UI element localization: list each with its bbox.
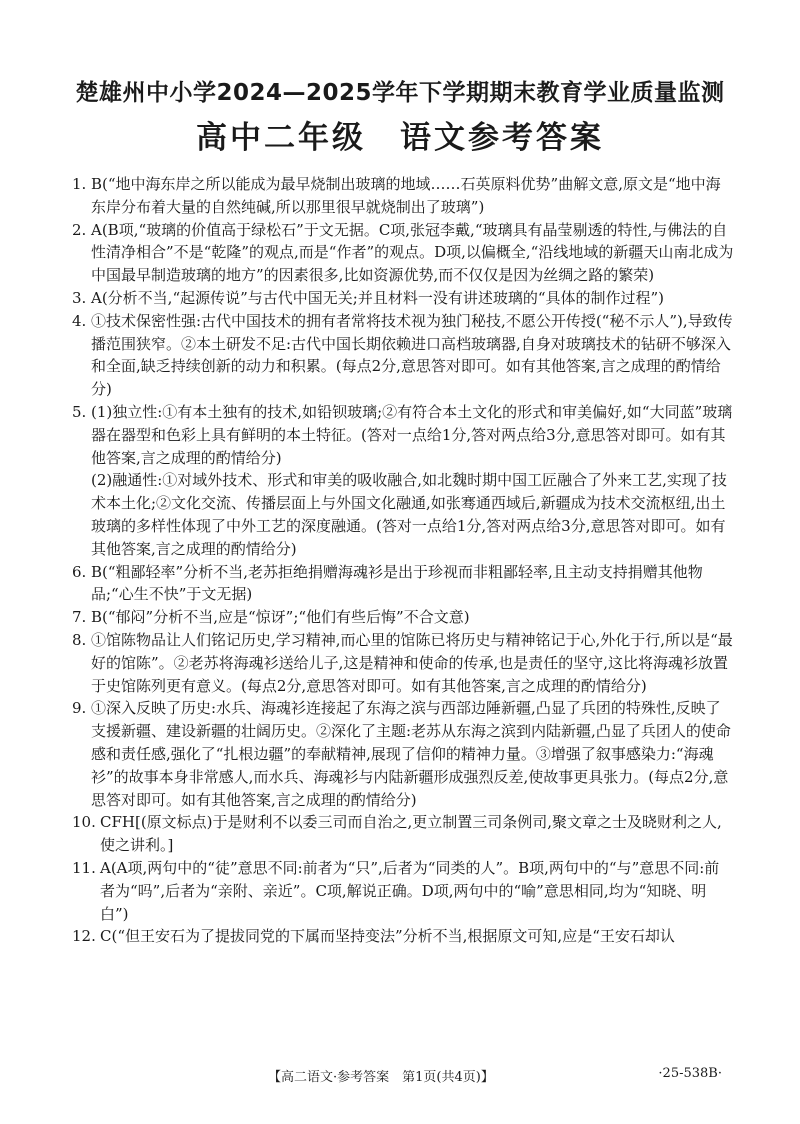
item-text-part2: (2)融通性:①对域外技术、形式和审美的吸收融合,如北魏时期中国工匠融合了外来工艺,实现了技术本土化;②文化交流、传播层面上与外国文化融通,如张骞通西域后,新疆成为技术交流枢纽,出土玻璃的多样性体现了中外工艺的深度融通。(答对一点给1分,答对两点给3分,意思答对即可。如有其他答案,言之成理的酌情给分) bbox=[91, 471, 727, 558]
answer-item-9 bbox=[72, 697, 734, 811]
item-number: 8. bbox=[72, 630, 87, 649]
answer-item-5 bbox=[72, 401, 734, 561]
item-text: A(分析不当,“起源传说”与古代中国无关;并且材料一没有讲述玻璃的“具体的制作过程”) bbox=[91, 288, 665, 307]
item-text: A(B项,“玻璃的价值高于绿松石”于文无据。C项,张冠李戴,“玻璃具有晶莹剔透的特性,与佛法的自性清净相合”不是“乾隆”的观点,而是“作者”的观点。D项,以偏概全,“沿线地域的新疆天山南北成为中国最早制造玻璃的地方”的因素很多,比如资源优势,而不仅仅是因为丝绸之路的繁荣) bbox=[91, 220, 734, 285]
item-text: A(A项,两句中的“徒”意思不同:前者为“只”,后者为“同类的人”。B项,两句中的“与”意思不同:前者为“吗”,后者为“亲附、亲近”。C项,解说正确。D项,两句中的“喻”意思相同,均为“知晓、明白”) bbox=[100, 858, 720, 923]
page-footer bbox=[0, 1066, 800, 1086]
item-number: 7. bbox=[72, 608, 87, 627]
item-number: 6. bbox=[72, 562, 87, 581]
item-text: ①深入反映了历史:水兵、海魂衫连接起了东海之滨与西部边陲新疆,凸显了兵团的特殊性,反映了支援新疆、建设新疆的壮阔历史。②深化了主题:老苏从东海之滨到内陆新疆,凸显了兵团人的使命感和责任感,强化了“扎根边疆”的奉献精神,展现了信仰的精神力量。③增强了叙事感染力:“海魂衫”的故事本身非常感人,而水兵、海魂衫与内陆新疆形成强烈反差,使故事更具张力。(每点2分,意思答对即可。如有其他答案,言之成理的酌情给分) bbox=[91, 699, 731, 809]
item-number: 3. bbox=[72, 288, 87, 307]
answer-item-4 bbox=[72, 310, 734, 401]
item-text: C(“但王安石为了提拔同党的下属而坚持变法”分析不当,根据原文可知,应是“王安石却认 bbox=[100, 927, 675, 946]
exam-title: 楚雄州中小学2024—2025学年下学期期末教育学业质量监测 bbox=[75, 80, 725, 106]
item-number: 4. bbox=[72, 311, 87, 330]
answer-item-8 bbox=[72, 629, 734, 697]
item-text: B(“粗鄙轻率”分析不当,老苏拒绝捐赠海魂衫是出于珍视而非粗鄙轻率,且主动支持捐赠其他物品;“心生不快”于文无据) bbox=[91, 562, 703, 604]
answer-item-2 bbox=[72, 219, 734, 287]
item-text: ①技术保密性强:古代中国技术的拥有者常将技术视为独门秘技,不愿公开传授(“秘不示人”),导致传播范围狭窄。②本土研发不足:古代中国长期依赖进口高档玻璃器,自身对玻璃技术的钻研不够深入和全面,缺乏持续创新的动力和积累。(每点2分,意思答对即可。如有其他答案,言之成理的酌情给分) bbox=[91, 311, 733, 399]
answer-item-10 bbox=[72, 811, 734, 857]
footer-paper-code: ·25-538B· bbox=[658, 1066, 722, 1081]
item-number: 5. bbox=[72, 402, 87, 421]
answer-item-11 bbox=[72, 857, 734, 925]
item-number: 10. bbox=[72, 813, 96, 832]
answer-item-1 bbox=[72, 173, 734, 219]
item-number: 12. bbox=[72, 927, 96, 946]
answer-list bbox=[72, 173, 734, 948]
answer-item-12 bbox=[72, 925, 734, 948]
item-number: 9. bbox=[72, 699, 87, 718]
item-text: B(“地中海东岸之所以能成为最早烧制出玻璃的地域……石英原料优势”曲解文意,原文是“地中海东岸分布着大量的自然纯碱,所以那里很早就烧制出了玻璃”) bbox=[91, 175, 721, 216]
item-text: CFH[(原文标点)于是财利不以委三司而自治之,更立制置三司条例司,聚文章之士及晓财利之人,使之讲利。] bbox=[100, 813, 722, 855]
answer-item-6 bbox=[72, 561, 734, 607]
answer-item-3 bbox=[72, 287, 734, 310]
item-number: 11. bbox=[72, 858, 96, 877]
answer-item-7 bbox=[72, 606, 734, 629]
item-number: 2. bbox=[72, 220, 87, 239]
item-number: 1. bbox=[72, 175, 87, 193]
answer-key-title: 高中二年级 语文参考答案 bbox=[196, 120, 604, 156]
footer-page-info: 【高二语文·参考答案 第1页(共4页)】 bbox=[268, 1070, 494, 1085]
item-text-part1: (1)独立性:①有本土独有的技术,如铅钡玻璃;②有符合本土文化的形式和审美偏好,如“大同蓝”玻璃器在器型和色彩上具有鲜明的本土特征。(答对一点给1分,答对两点给3分,意思答对即可。如有其他答案,言之成理的酌情给分) bbox=[91, 402, 733, 467]
item-text: ①馆陈物品让人们铭记历史,学习精神,而心里的馆陈已将历史与精神铭记于心,外化于行,所以是“最好的馆陈”。②老苏将海魂衫送给儿子,这是精神和使命的传承,也是责任的坚守,这比将海魂衫放置于史馆陈列更有意义。(每点2分,意思答对即可。如有其他答案,言之成理的酌情给分) bbox=[91, 630, 733, 695]
item-text: B(“郁闷”分析不当,应是“惊讶”;“他们有些后悔”不合文意) bbox=[91, 608, 470, 627]
